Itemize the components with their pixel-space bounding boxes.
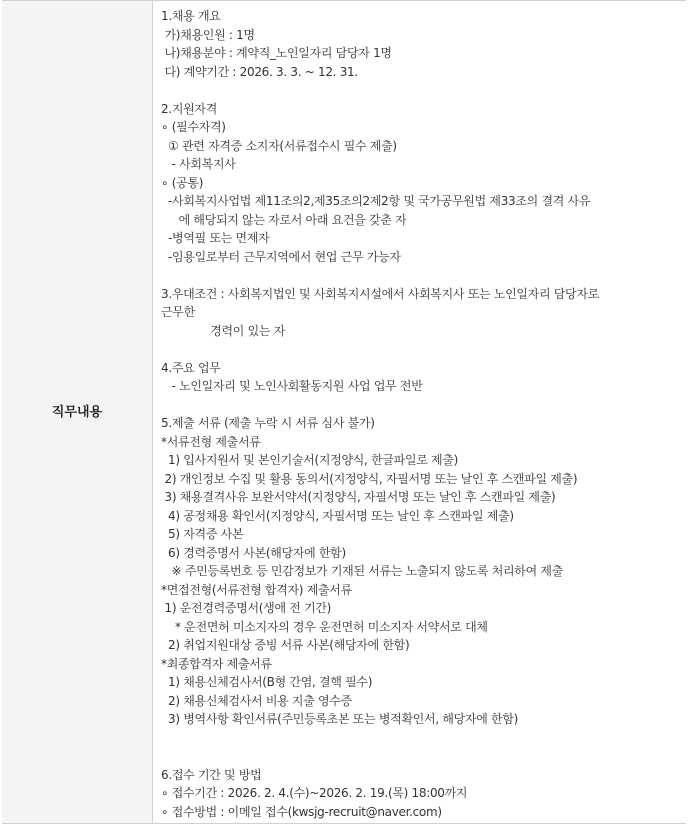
application-line: ∘ 접수기간 : 2026. 2. 4.(수)~2026. 2. 19.(목) 18:00까지 — [161, 786, 468, 800]
blank-line — [161, 747, 678, 766]
section-title-overview: 1.채용 개요 — [161, 9, 221, 23]
document-line: * 운전면허 미소지자의 경우 운전면허 미소지자 서약서로 대체 — [161, 619, 488, 634]
preference-line: 3.우대조건 : 사회복지법인 및 사회복지시설에서 사회복지사 또는 노인일자리 담당자로 — [161, 286, 599, 301]
duty-line: - 노인일자리 및 노인사회활동지원 사업 업무 전반 — [161, 379, 423, 393]
qualification-line: ∘ (공통) — [161, 175, 204, 190]
preference-line: 경력이 있는 자 — [161, 323, 285, 338]
document-line: 1) 입사지원서 및 본인기술서(지정양식, 한글파일로 제출) — [161, 453, 459, 467]
document-line: *서류전형 제출서류 — [161, 434, 261, 449]
document-line: 2) 취업지원대상 증빙 서류 사본(해당자에 한함) — [161, 638, 410, 652]
overview-line: 가)채용인원 : 1명 — [161, 27, 255, 42]
qualification-line: -병역필 또는 면제자 — [161, 231, 270, 245]
preference-line: 근무한 — [161, 305, 195, 319]
section-title-duties: 4.주요 업무 — [161, 360, 221, 375]
label-cell — [2, 1, 153, 823]
overview-line: 다) 계약기간 : 2026. 3. 3. ~ 12. 31. — [161, 64, 358, 79]
qualification-line: - 사회복지사 — [161, 157, 236, 171]
qualification-line: 에 해당되지 않는 자로서 아래 요건을 갖춘 자 — [161, 212, 407, 227]
document-line: 1) 채용신체검사서(B형 간염, 결핵 필수) — [161, 675, 373, 689]
document-line: 1) 운전경력증명서(생애 전 기간) — [161, 601, 332, 615]
application-line: ∘ 접수방법 : 이메일 접수(kwsjg-recruit@naver.com) — [161, 804, 442, 819]
document-line: *최종합격자 제출서류 — [161, 656, 272, 671]
section-title-application: 6.접수 기간 및 방법 — [161, 767, 262, 782]
document-line: 4) 공정채용 확인서(지정양식, 자필서명 또는 날인 후 스캔파일 제출) — [161, 508, 514, 523]
job-description-table — [2, 0, 686, 824]
blank-line — [161, 266, 678, 285]
blank-line — [161, 396, 678, 415]
section-title-qualifications: 2.지원자격 — [161, 101, 218, 116]
document-line: 5) 자격증 사본 — [161, 527, 244, 541]
document-line: 2) 개인정보 수집 및 활용 동의서(지정양식, 자필서명 또는 날인 후 스캔파일 제출) — [161, 471, 578, 486]
qualification-line: ① 관련 자격증 소지자(서류접수시 필수 제출) — [161, 138, 397, 153]
blank-line — [161, 729, 678, 748]
row-label: 직무내용 — [51, 405, 103, 420]
qualification-line: -임용일로부터 근무지역에서 현업 근무 가능자 — [161, 249, 401, 264]
document-line: ※ 주민등록번호 등 민감정보가 기재된 서류는 노출되지 않도록 처리하여 제출 — [161, 564, 563, 578]
overview-line: 나)채용분야 : 계약직_노인일자리 담당자 1명 — [161, 46, 392, 60]
qualification-line: ∘ (필수자격) — [161, 120, 226, 134]
document-line: 6) 경력증명서 사본(해당자에 한함) — [161, 545, 346, 560]
blank-line — [161, 340, 678, 359]
document-line: 2) 채용신체검사서 비용 지출 영수증 — [161, 693, 352, 708]
section-title-documents: 5.제출 서류 (제출 누락 시 서류 심사 불가) — [161, 416, 375, 430]
blank-line — [161, 81, 678, 100]
content-cell — [153, 1, 686, 823]
document-line: 3) 채용결격사유 보완서약서(지정양식, 자필서명 또는 날인 후 스캔파일 제출) — [161, 490, 556, 504]
document-line: *면접전형(서류전형 합격자) 제출서류 — [161, 582, 352, 597]
document-line: 3) 병역사항 확인서류(주민등록초본 또는 병적확인서, 해당자에 한함) — [161, 712, 518, 726]
qualification-line: -사회복지사업법 제11조의2,제35조의2제2항 및 국가공무원법 제33조의 결격 사유 — [161, 194, 591, 208]
